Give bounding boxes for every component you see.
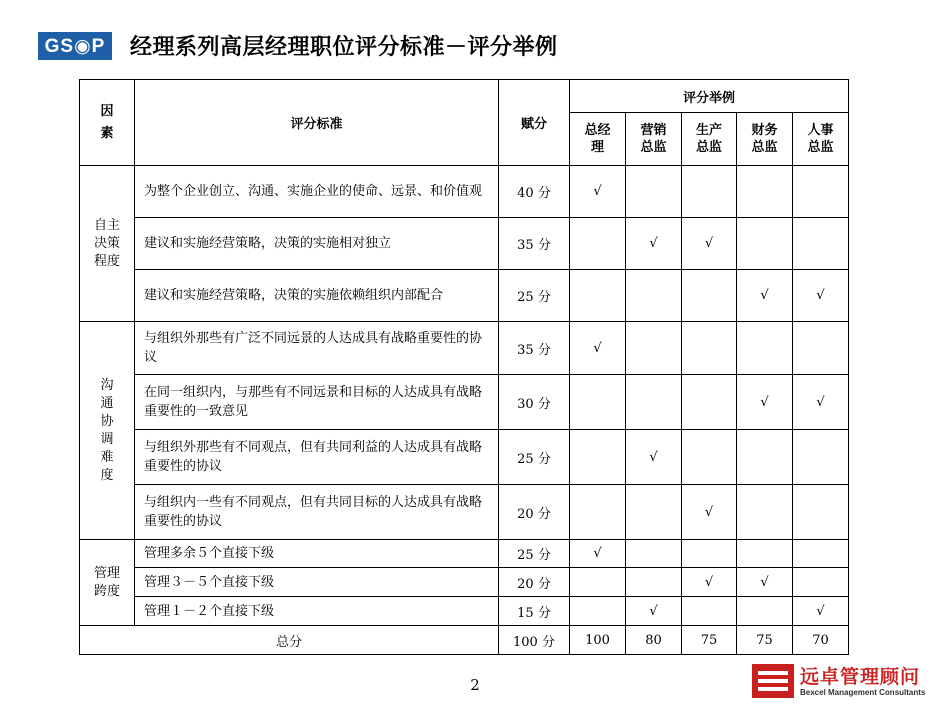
mark-cell bbox=[737, 322, 793, 375]
mark-cell bbox=[793, 166, 849, 218]
score-cell: 20 分 bbox=[499, 485, 570, 540]
score-cell: 20 分 bbox=[499, 568, 570, 597]
mark-cell bbox=[682, 270, 737, 322]
mark-cell: √ bbox=[626, 218, 682, 270]
page-title: 经理系列高层经理职位评分标准－评分举例 bbox=[130, 35, 558, 60]
brand-name-cn: 远卓管理顾问 bbox=[800, 665, 921, 688]
mark-cell: √ bbox=[626, 597, 682, 626]
role-header-production: 生产总监 bbox=[682, 113, 737, 166]
criteria-cell: 管理１－２个直接下级 bbox=[135, 597, 499, 626]
total-value-hr: 70 bbox=[793, 626, 849, 655]
brand-mark-icon bbox=[752, 664, 794, 698]
mark-cell bbox=[737, 485, 793, 540]
score-cell: 35 分 bbox=[499, 218, 570, 270]
criteria-cell: 在同一组织内，与那些有不同远景和目标的人达成具有战略重要性的一致意见 bbox=[135, 375, 499, 430]
mark-cell bbox=[793, 322, 849, 375]
mark-cell bbox=[682, 430, 737, 485]
mark-cell bbox=[626, 375, 682, 430]
score-cell: 35 分 bbox=[499, 322, 570, 375]
role-header-finance: 财务总监 bbox=[737, 113, 793, 166]
mark-cell: √ bbox=[682, 218, 737, 270]
example-group-header: 评分举例 bbox=[570, 80, 849, 113]
mark-cell bbox=[626, 540, 682, 568]
mark-cell bbox=[626, 485, 682, 540]
mark-cell bbox=[570, 270, 626, 322]
factor-cell: 管理跨度 bbox=[80, 540, 135, 626]
score-cell: 25 分 bbox=[499, 540, 570, 568]
mark-cell bbox=[737, 430, 793, 485]
mark-cell bbox=[570, 485, 626, 540]
score-header: 赋分 bbox=[499, 80, 570, 166]
mark-cell bbox=[793, 485, 849, 540]
total-value-ceo: 100 bbox=[570, 626, 626, 655]
total-value-marketing: 80 bbox=[626, 626, 682, 655]
mark-cell: √ bbox=[626, 430, 682, 485]
score-cell: 15 分 bbox=[499, 597, 570, 626]
table-row bbox=[80, 430, 849, 485]
criteria-cell: 建议和实施经营策略，决策的实施相对独立 bbox=[135, 218, 499, 270]
mark-cell bbox=[682, 322, 737, 375]
factor-cell: 自主决策程度 bbox=[80, 166, 135, 322]
criteria-cell: 建议和实施经营策略，决策的实施依赖组织内部配合 bbox=[135, 270, 499, 322]
role-header-hr: 人事总监 bbox=[793, 113, 849, 166]
factor-header: 因素 bbox=[80, 80, 135, 166]
criteria-cell: 为整个企业创立、沟通、实施企业的使命、远景、和价值观 bbox=[135, 166, 499, 218]
scoring-table bbox=[79, 79, 849, 655]
mark-cell: √ bbox=[570, 322, 626, 375]
mark-cell: √ bbox=[682, 568, 737, 597]
mark-cell: √ bbox=[737, 568, 793, 597]
total-row bbox=[80, 626, 849, 655]
table-row bbox=[80, 375, 849, 430]
total-score: 100 分 bbox=[499, 626, 570, 655]
mark-cell: √ bbox=[737, 270, 793, 322]
page-number: 2 bbox=[470, 676, 480, 694]
total-value-finance: 75 bbox=[737, 626, 793, 655]
mark-cell bbox=[737, 597, 793, 626]
score-cell: 25 分 bbox=[499, 270, 570, 322]
criteria-header: 评分标准 bbox=[135, 80, 499, 166]
mark-cell bbox=[570, 597, 626, 626]
mark-cell: √ bbox=[570, 166, 626, 218]
mark-cell bbox=[682, 597, 737, 626]
score-cell: 25 分 bbox=[499, 430, 570, 485]
table-row bbox=[80, 166, 849, 218]
mark-cell: √ bbox=[793, 270, 849, 322]
mark-cell bbox=[737, 166, 793, 218]
factor-cell: 沟通协调难度 bbox=[80, 322, 135, 540]
mark-cell: √ bbox=[793, 375, 849, 430]
mark-cell: √ bbox=[682, 485, 737, 540]
mark-cell bbox=[737, 218, 793, 270]
mark-cell bbox=[682, 540, 737, 568]
mark-cell bbox=[793, 568, 849, 597]
mark-cell bbox=[626, 166, 682, 218]
mark-cell bbox=[793, 540, 849, 568]
mark-cell bbox=[737, 540, 793, 568]
mark-cell: √ bbox=[570, 540, 626, 568]
mark-cell bbox=[626, 270, 682, 322]
criteria-cell: 与组织内一些有不同观点，但有共同目标的人达成具有战略重要性的协议 bbox=[135, 485, 499, 540]
mark-cell bbox=[682, 166, 737, 218]
score-cell: 40 分 bbox=[499, 166, 570, 218]
table-row bbox=[80, 597, 849, 626]
criteria-cell: 管理多余５个直接下级 bbox=[135, 540, 499, 568]
criteria-cell: 与组织外那些有广泛不同远景的人达成具有战略重要性的协议 bbox=[135, 322, 499, 375]
gsp-logo bbox=[38, 32, 112, 60]
role-header-ceo: 总经理 bbox=[570, 113, 626, 166]
mark-cell: √ bbox=[737, 375, 793, 430]
brand-name bbox=[800, 666, 925, 697]
mark-cell bbox=[570, 375, 626, 430]
mark-cell bbox=[682, 375, 737, 430]
criteria-cell: 与组织外那些有不同观点，但有共同利益的人达成具有战略重要性的协议 bbox=[135, 430, 499, 485]
mark-cell: √ bbox=[793, 597, 849, 626]
table-row bbox=[80, 540, 849, 568]
criteria-cell: 管理３－５个直接下级 bbox=[135, 568, 499, 597]
mark-cell bbox=[626, 568, 682, 597]
table-row bbox=[80, 485, 849, 540]
total-label: 总分 bbox=[80, 626, 499, 655]
mark-cell bbox=[793, 218, 849, 270]
gsp-logo-text: GS◉P bbox=[44, 35, 106, 57]
brand-logo bbox=[752, 664, 925, 698]
table-row bbox=[80, 218, 849, 270]
score-cell: 30 分 bbox=[499, 375, 570, 430]
total-value-production: 75 bbox=[682, 626, 737, 655]
table-row bbox=[80, 270, 849, 322]
table-row bbox=[80, 568, 849, 597]
mark-cell bbox=[626, 322, 682, 375]
role-header-marketing: 营销总监 bbox=[626, 113, 682, 166]
table-row bbox=[80, 322, 849, 375]
mark-cell bbox=[793, 430, 849, 485]
mark-cell bbox=[570, 430, 626, 485]
mark-cell bbox=[570, 568, 626, 597]
mark-cell bbox=[570, 218, 626, 270]
brand-name-en: Bexcel Management Consultants bbox=[800, 687, 926, 697]
